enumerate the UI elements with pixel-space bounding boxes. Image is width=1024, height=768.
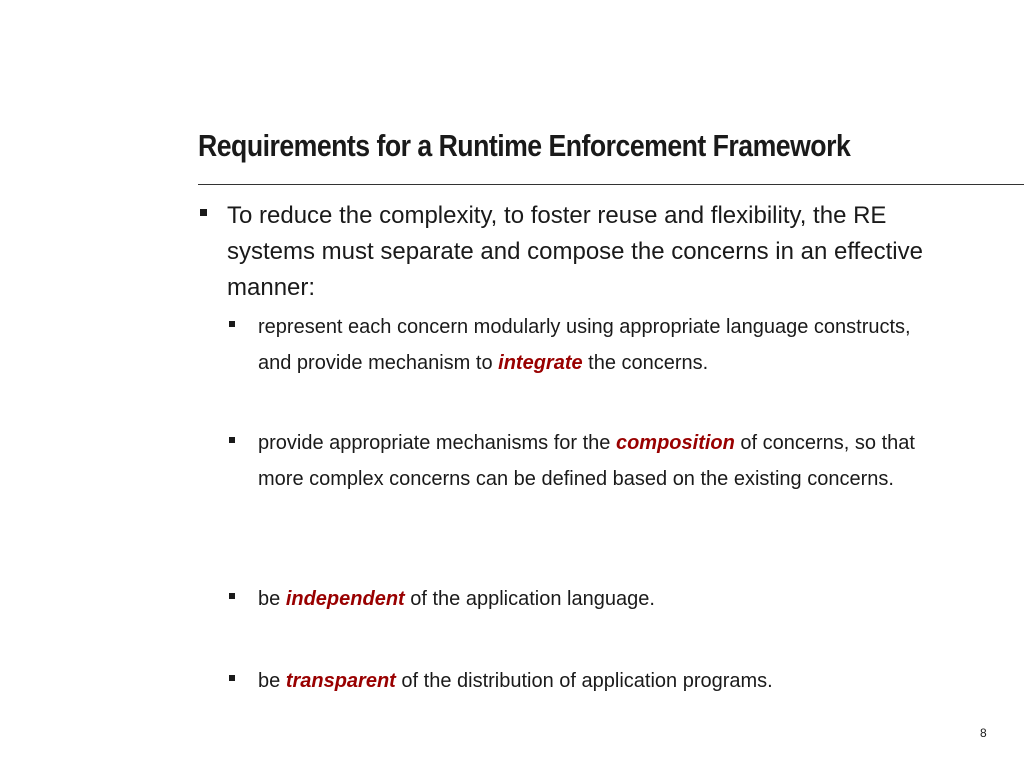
title-divider [198, 184, 1024, 185]
square-bullet-icon [229, 321, 235, 327]
square-bullet-icon [229, 675, 235, 681]
page-number: 8 [980, 726, 987, 740]
sub-bullet-text: provide appropriate mechanisms for the composition of concerns, so that more complex concerns can be defined based on the existing concerns. [258, 432, 915, 490]
sub-bullet-composition [229, 425, 949, 497]
square-bullet-icon [229, 593, 235, 599]
emphasis-text: transparent [285, 670, 396, 692]
slide-title: Requirements for a Runtime Enforcement Framework [198, 128, 851, 163]
sub-bullet-integrate [229, 309, 949, 381]
sub-bullet-text: represent each concern modularly using appropriate language constructs, and provide mechanism to integrate the concerns. [258, 316, 911, 374]
main-bullet [200, 198, 960, 306]
emphasis-text: composition [615, 432, 735, 454]
square-bullet-icon [200, 209, 207, 216]
sub-bullet-transparent [229, 663, 949, 699]
emphasis-text: integrate [498, 352, 583, 374]
sub-bullet-independent [229, 581, 949, 617]
main-bullet-text: To reduce the complexity, to foster reuse and flexibility, the RE systems must separate and compose the concerns in an effective manner: [227, 202, 923, 301]
sub-bullet-text: be independent of the application language. [258, 588, 655, 610]
sub-bullet-text: be transparent of the distribution of application programs. [258, 670, 773, 692]
emphasis-text: independent [285, 588, 405, 610]
square-bullet-icon [229, 437, 235, 443]
